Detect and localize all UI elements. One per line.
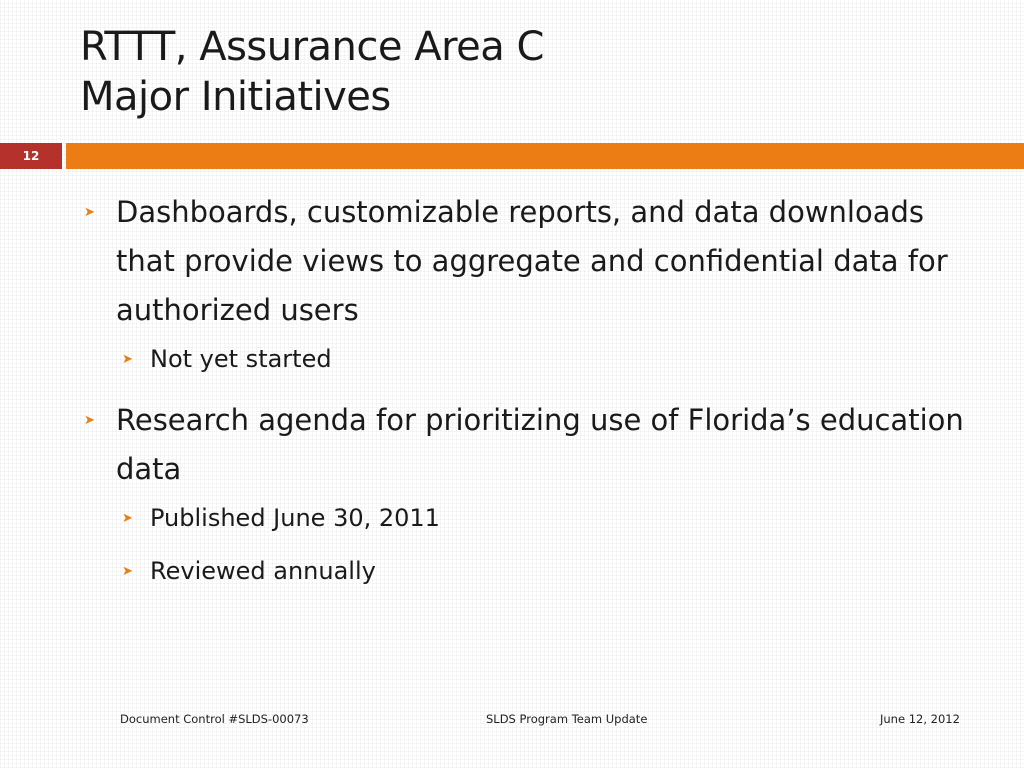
sub-bullet-text: Not yet started — [150, 345, 332, 373]
sub-bullet-text: Reviewed annually — [150, 557, 376, 585]
bullet-item — [80, 188, 980, 335]
sub-bullet-item — [80, 553, 980, 590]
footer-presentation-name: SLDS Program Team Update — [486, 712, 648, 726]
bullet-list — [80, 188, 980, 608]
sub-bullet-text: Published June 30, 2011 — [150, 504, 440, 532]
slide-title — [80, 22, 544, 122]
bullet-text: Research agenda for prioritizing use of Florida’s education data — [116, 403, 964, 486]
bullet-arrow-icon: ➤ — [122, 564, 133, 579]
slide-number-badge: 12 — [0, 143, 62, 169]
bullet-arrow-icon: ➤ — [122, 352, 133, 367]
footer-date: June 12, 2012 — [880, 712, 960, 726]
slide-title-line-1: RTTT, Assurance Area C — [80, 24, 544, 70]
bullet-item — [80, 396, 980, 494]
title-divider-bar — [66, 143, 1024, 169]
bullet-arrow-icon: ➤ — [84, 205, 95, 220]
bullet-arrow-icon: ➤ — [122, 511, 133, 526]
sub-bullet-item — [80, 341, 980, 378]
footer-document-control: Document Control #SLDS-00073 — [120, 712, 309, 726]
bullet-arrow-icon: ➤ — [84, 413, 95, 428]
bullet-text: Dashboards, customizable reports, and data downloads that provide views to aggregate and confidential data for authorized users — [116, 195, 948, 327]
sub-bullet-item — [80, 500, 980, 537]
slide-title-line-2: Major Initiatives — [80, 74, 391, 120]
